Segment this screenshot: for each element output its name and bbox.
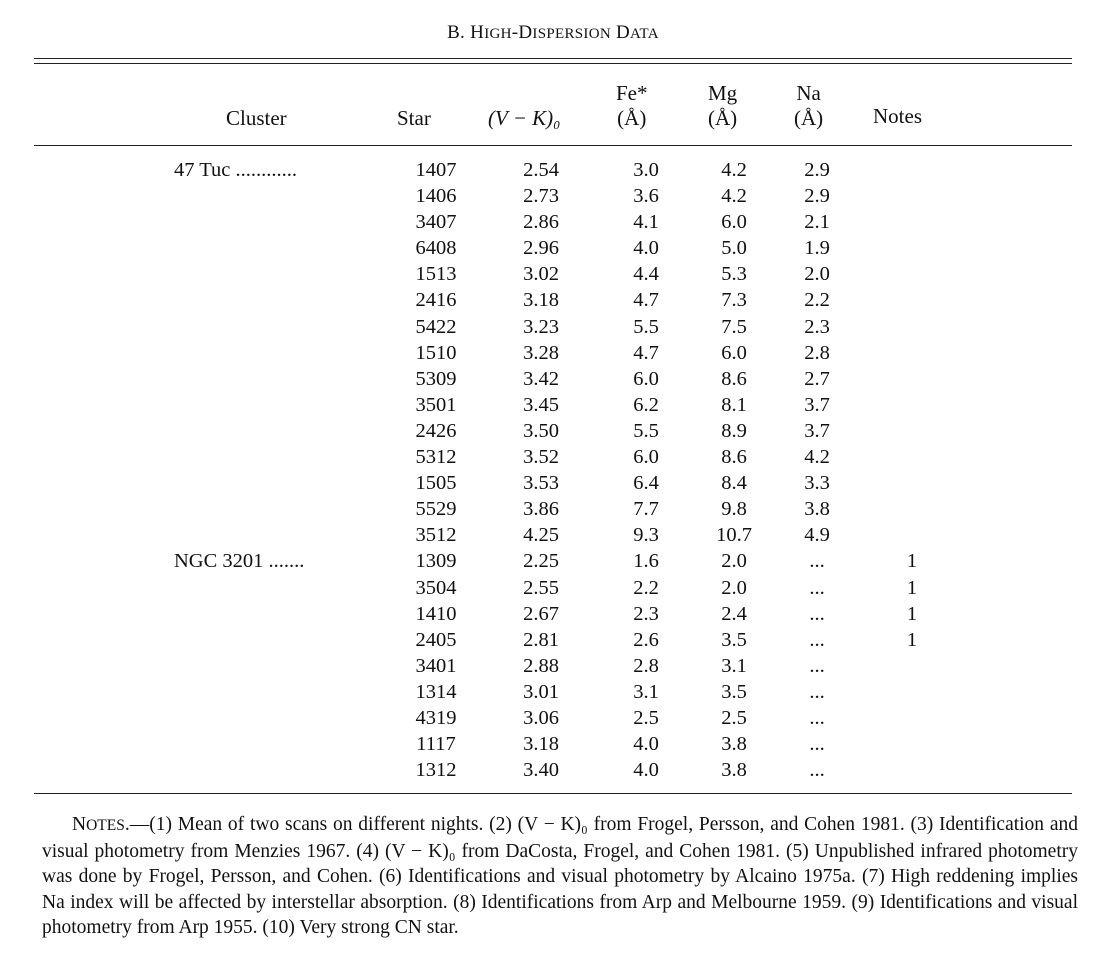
cell-notes — [862, 366, 962, 392]
cell-notes — [862, 444, 962, 470]
cell-v-minus-k: 3.28 — [523, 341, 559, 364]
cell-star: 5422 — [415, 315, 457, 338]
cell-notes — [862, 183, 962, 209]
cell-star: 3407 — [415, 211, 457, 234]
table-row — [34, 757, 962, 783]
cell-star: 1513 — [415, 263, 457, 286]
cell-na: 4.2 — [804, 446, 830, 469]
cell-fe: 6.0 — [633, 367, 659, 390]
cell-v-minus-k: 3.40 — [523, 759, 559, 782]
cell-star: 1312 — [415, 759, 457, 782]
cell-mg: 8.6 — [721, 367, 747, 390]
cell-v-minus-k: 2.81 — [523, 628, 559, 651]
cell-v-minus-k: 4.25 — [523, 524, 559, 547]
cell-fe: 1.6 — [633, 550, 659, 573]
cell-fe: 3.1 — [633, 680, 659, 703]
cell-v-minus-k: 2.88 — [523, 654, 559, 677]
cell-star: 6408 — [415, 237, 457, 260]
table-row — [34, 496, 962, 522]
cell-fe: 6.2 — [633, 393, 659, 416]
cell-v-minus-k: 3.18 — [523, 733, 559, 756]
cell-notes — [862, 470, 962, 496]
cell-star: 3512 — [415, 524, 457, 547]
cell-na: 3.8 — [804, 498, 830, 521]
cell-star: 4319 — [415, 706, 457, 729]
cell-cluster — [34, 209, 386, 235]
cell-mg: 2.0 — [721, 576, 747, 599]
cell-v-minus-k: 3.42 — [523, 367, 559, 390]
cell-cluster — [34, 522, 386, 548]
cell-notes — [862, 261, 962, 287]
cell-na: 2.9 — [804, 159, 830, 181]
table-row — [34, 261, 962, 287]
cell-na: ... — [809, 602, 825, 625]
cell-cluster — [34, 418, 386, 444]
table-bottom-rule — [34, 793, 1072, 794]
cell-mg: 3.8 — [721, 759, 747, 782]
cell-cluster — [34, 575, 386, 601]
cell-cluster: 47 Tuc ............ — [174, 159, 298, 181]
cell-na: 2.9 — [804, 185, 830, 208]
cell-v-minus-k: 3.86 — [523, 498, 559, 521]
cell-v-minus-k: 2.96 — [523, 237, 559, 260]
cell-na: 2.7 — [804, 367, 830, 390]
cell-na: 2.1 — [804, 211, 830, 234]
cell-fe: 5.5 — [633, 315, 659, 338]
cell-notes — [862, 731, 962, 757]
cell-v-minus-k: 3.01 — [523, 680, 559, 703]
cell-v-minus-k: 2.86 — [523, 211, 559, 234]
cell-v-minus-k: 3.02 — [523, 263, 559, 286]
cell-mg: 3.8 — [721, 733, 747, 756]
table-row — [34, 627, 962, 653]
cell-mg: 10.7 — [716, 524, 752, 547]
cell-cluster — [34, 731, 386, 757]
cell-notes — [862, 653, 962, 679]
cell-mg: 9.8 — [721, 498, 747, 521]
data-table — [34, 157, 962, 783]
cell-mg: 7.3 — [721, 289, 747, 312]
cell-fe: 2.8 — [633, 654, 659, 677]
cell-mg: 5.0 — [721, 237, 747, 260]
cell-cluster — [34, 705, 386, 731]
table-row — [34, 601, 962, 627]
cell-star: 3504 — [415, 576, 457, 599]
header-notes: Notes — [873, 104, 922, 128]
cell-na: ... — [809, 628, 825, 651]
cell-fe: 4.1 — [633, 211, 659, 234]
cell-mg: 3.5 — [721, 680, 747, 703]
cell-notes: 1 — [906, 602, 918, 625]
header-cluster: Cluster — [226, 106, 287, 130]
header-fe: Fe* (Å) — [616, 81, 648, 130]
cell-v-minus-k: 2.54 — [523, 159, 559, 181]
cell-notes: 1 — [906, 550, 918, 573]
cell-notes — [862, 287, 962, 313]
table-row — [34, 548, 962, 574]
cell-cluster — [34, 757, 386, 783]
cell-cluster — [34, 235, 386, 261]
cell-fe: 3.6 — [633, 185, 659, 208]
cell-notes — [862, 679, 962, 705]
cell-star: 3501 — [415, 393, 457, 416]
cell-mg: 2.4 — [721, 602, 747, 625]
cell-cluster — [34, 183, 386, 209]
cell-star: 5529 — [415, 498, 457, 521]
cell-star: 1406 — [415, 185, 457, 208]
cell-star: 1314 — [415, 680, 457, 703]
table-row — [34, 366, 962, 392]
cell-notes — [862, 235, 962, 261]
table-row — [34, 209, 962, 235]
cell-fe: 9.3 — [633, 524, 659, 547]
cell-fe: 6.4 — [633, 472, 659, 495]
table-row — [34, 392, 962, 418]
cell-v-minus-k: 3.06 — [523, 706, 559, 729]
cell-star: 1309 — [415, 550, 457, 573]
cell-fe: 5.5 — [633, 419, 659, 442]
cell-mg: 6.0 — [721, 211, 747, 234]
cell-notes — [862, 340, 962, 366]
cell-na: ... — [809, 733, 825, 756]
cell-fe: 7.7 — [633, 498, 659, 521]
table-row — [34, 183, 962, 209]
caption-rule-bottom — [34, 63, 1072, 64]
cell-na: 4.9 — [804, 524, 830, 547]
cell-v-minus-k: 3.53 — [523, 472, 559, 495]
table-row — [34, 522, 962, 548]
cell-notes — [862, 157, 962, 183]
cell-mg: 4.2 — [721, 185, 747, 208]
cell-fe: 4.4 — [633, 263, 659, 286]
cell-na: ... — [809, 680, 825, 703]
cell-fe: 4.7 — [633, 289, 659, 312]
cell-v-minus-k: 2.55 — [523, 576, 559, 599]
cell-na: 3.7 — [804, 393, 830, 416]
cell-mg: 8.9 — [721, 419, 747, 442]
caption-rule-top — [34, 58, 1072, 59]
cell-v-minus-k: 3.23 — [523, 315, 559, 338]
cell-cluster — [34, 627, 386, 653]
table-row — [34, 575, 962, 601]
cell-v-minus-k: 2.73 — [523, 185, 559, 208]
cell-cluster — [34, 314, 386, 340]
cell-fe: 2.6 — [633, 628, 659, 651]
cell-notes — [862, 522, 962, 548]
cell-na: 3.3 — [804, 472, 830, 495]
cell-star: 1117 — [416, 733, 456, 756]
table-row — [34, 679, 962, 705]
cell-v-minus-k: 3.52 — [523, 446, 559, 469]
table-row — [34, 157, 962, 183]
cell-cluster — [34, 392, 386, 418]
table-row — [34, 340, 962, 366]
header-na: Na (Å) — [794, 81, 824, 130]
cell-na: 2.2 — [804, 289, 830, 312]
table-row — [34, 705, 962, 731]
cell-na: ... — [809, 759, 825, 782]
cell-fe: 4.0 — [633, 759, 659, 782]
cell-fe: 3.0 — [633, 159, 659, 181]
cell-mg: 7.5 — [721, 315, 747, 338]
cell-star: 1407 — [415, 159, 457, 181]
header-v-minus-k: (V − K)₀ — [488, 106, 561, 130]
cell-na: 3.7 — [804, 419, 830, 442]
cell-star: 5309 — [415, 367, 457, 390]
table-row — [34, 235, 962, 261]
cell-notes — [862, 496, 962, 522]
cell-notes — [862, 418, 962, 444]
cell-v-minus-k: 3.50 — [523, 419, 559, 442]
cell-mg: 6.0 — [721, 341, 747, 364]
cell-fe: 2.3 — [633, 602, 659, 625]
cell-cluster — [34, 444, 386, 470]
cell-na: ... — [809, 706, 825, 729]
cell-v-minus-k: 2.25 — [523, 550, 559, 573]
cell-fe: 2.2 — [633, 576, 659, 599]
table-row — [34, 470, 962, 496]
cell-mg: 2.5 — [721, 706, 747, 729]
cell-notes — [862, 392, 962, 418]
cell-fe: 6.0 — [633, 446, 659, 469]
cell-notes: 1 — [906, 628, 918, 651]
cell-v-minus-k: 2.67 — [523, 602, 559, 625]
cell-na: 2.8 — [804, 341, 830, 364]
cell-notes — [862, 209, 962, 235]
cell-cluster — [34, 679, 386, 705]
cell-star: 1505 — [415, 472, 457, 495]
cell-na: 2.0 — [804, 263, 830, 286]
cell-fe: 4.0 — [633, 237, 659, 260]
table-notes: NOTES.—(1) Mean of two scans on different nights. (2) (V − K)₀ from Frogel, Persson, and Cohen 1981. (3) Identification and visual photometry from Menzies 1967. (4) (V − K)₀ from DaCosta, Frogel, and Cohen 1981. (5) Unpublished infrared photometry was done by Frogel, Persson, and Cohen. (6) Identifications and visual photometry by Alcaino 1975a. (7) High reddening implies Na index will be affected by interstellar absorption. (8) Identifications from Arp and Melbourne 1959. (9) Identifications and visual photometry from Arp 1955. (10) Very strong CN star. — [42, 814, 1078, 938]
cell-cluster — [34, 287, 386, 313]
cell-na: ... — [809, 550, 825, 573]
cell-star: 2416 — [415, 289, 457, 312]
cell-cluster — [34, 366, 386, 392]
cell-mg: 5.3 — [721, 263, 747, 286]
table-caption: B. HIGH-DISPERSION DATA — [447, 22, 659, 43]
cell-star: 2405 — [415, 628, 457, 651]
cell-mg: 2.0 — [721, 550, 747, 573]
header-star: Star — [397, 106, 431, 130]
cell-star: 1510 — [415, 341, 457, 364]
cell-na: ... — [809, 654, 825, 677]
cell-fe: 4.7 — [633, 341, 659, 364]
cell-v-minus-k: 3.18 — [523, 289, 559, 312]
cell-notes — [862, 757, 962, 783]
cell-cluster — [34, 470, 386, 496]
cell-na: 1.9 — [804, 237, 830, 260]
cell-na: 2.3 — [804, 315, 830, 338]
table-row — [34, 653, 962, 679]
table-row — [34, 731, 962, 757]
cell-mg: 3.5 — [721, 628, 747, 651]
cell-mg: 3.1 — [721, 654, 747, 677]
cell-star: 5312 — [415, 446, 457, 469]
cell-na: ... — [809, 576, 825, 599]
cell-cluster — [34, 496, 386, 522]
cell-mg: 8.1 — [721, 393, 747, 416]
cell-star: 2426 — [415, 419, 457, 442]
cell-mg: 8.6 — [721, 446, 747, 469]
cell-fe: 2.5 — [633, 706, 659, 729]
cell-cluster: NGC 3201 ....... — [174, 550, 305, 573]
header-rule — [34, 145, 1072, 146]
cell-star: 1410 — [415, 602, 457, 625]
table-row — [34, 418, 962, 444]
table-row — [34, 287, 962, 313]
cell-mg: 8.4 — [721, 472, 747, 495]
header-mg: Mg (Å) — [708, 81, 738, 130]
cell-notes: 1 — [906, 576, 918, 599]
cell-star: 3401 — [415, 654, 457, 677]
cell-cluster — [34, 340, 386, 366]
cell-notes — [862, 705, 962, 731]
table-row — [34, 444, 962, 470]
cell-fe: 4.0 — [633, 733, 659, 756]
cell-v-minus-k: 3.45 — [523, 393, 559, 416]
cell-cluster — [34, 261, 386, 287]
table-row — [34, 314, 962, 340]
cell-cluster — [34, 601, 386, 627]
cell-cluster — [34, 653, 386, 679]
cell-notes — [862, 314, 962, 340]
cell-mg: 4.2 — [721, 159, 747, 181]
